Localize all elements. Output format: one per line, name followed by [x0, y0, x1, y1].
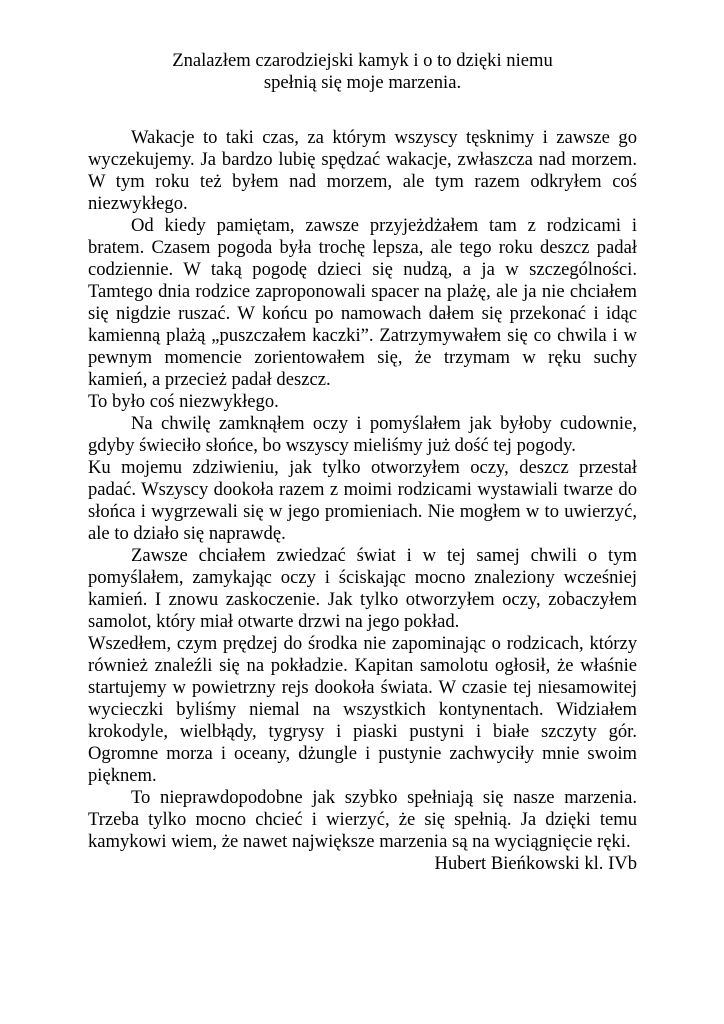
paragraph-2: Od kiedy pamiętam, zawsze przyjeżdżałem tam z rodzicami i bratem. Czasem pogoda była trochę lepsza, ale tego roku deszcz padał codziennie. W taką pogodę dzieci się nudzą, a ja w szczególności. Tamtego dnia rodzice zaproponowali spacer na plażę, ale ja nie chciałem się nigdzie ruszać. W końcu po namowach dałem się przekonać i idąc kamienną plażą „puszczałem kaczki”. Zatrzymywałem się co chwila i w pewnym momencie zorientowałem się, że trzymam w ręku suchy kamień, a przecież padał deszcz.	[88, 215, 637, 390]
paragraph-5: Ku mojemu zdziwieniu, jak tylko otworzyłem oczy, deszcz przestał padać. Wszyscy dookoła razem z moimi rodzicami wystawiali twarze do słońca i wygrzewali się w jego promieniach. Nie mogłem w to uwierzyć, ale to działo się naprawdę.	[88, 457, 637, 544]
title-line-2: spełnią się moje marzenia.	[263, 72, 462, 93]
paragraph-3: To było coś niezwykłego.	[88, 391, 279, 412]
title-line-1: Znalazłem czarodziejski kamyk i o to dzięki niemu	[172, 50, 553, 71]
paragraph-7: Wszedłem, czym prędzej do środka nie zapominając o rodzicach, którzy również znaleźli się na pokładzie. Kapitan samolotu ogłosił, że właśnie startujemy w powietrzny rejs dookoła świata. W czasie tej niesamowitej wycieczki byliśmy niemal na wszystkich kontynentach. Widziałem krokodyle, wielbłądy, tygrysy i piaski pustyni i białe szczyty gór. Ogromne morza i oceany, dżungle i pustynie zachwyciły mnie swoim pięknem.	[88, 633, 637, 786]
author-signature: Hubert Bieńkowski kl. IVb	[434, 853, 637, 874]
paragraph-8: To nieprawdopodobne jak szybko spełniają się nasze marzenia. Trzeba tylko mocno chcieć i wierzyć, że się spełnią. Ja dzięki temu kamykowi wiem, że nawet największe marzenia są na wyciągnięcie ręki.	[88, 787, 637, 852]
document-page	[88, 50, 637, 875]
title-spacer	[88, 94, 637, 127]
document-title	[88, 50, 637, 94]
paragraph-6: Zawsze chciałem zwiedzać świat i w tej samej chwili o tym pomyślałem, zamykając oczy i ściskając mocno znaleziony wcześniej kamień. I znowu zaskoczenie. Jak tylko otworzyłem oczy, zobaczyłem samolot, który miał otwarte drzwi na jego pokład.	[88, 545, 637, 632]
paragraph-1: Wakacje to taki czas, za którym wszyscy tęsknimy i zawsze go wyczekujemy. Ja bardzo lubię spędzać wakacje, zwłaszcza nad morzem. W tym roku też byłem nad morzem, ale tym razem odkryłem coś niezwykłego.	[88, 127, 637, 214]
paragraph-4: Na chwilę zamknąłem oczy i pomyślałem jak byłoby cudownie, gdyby świeciło słońce, bo wszyscy mieliśmy już dość tej pogody.	[88, 413, 637, 456]
